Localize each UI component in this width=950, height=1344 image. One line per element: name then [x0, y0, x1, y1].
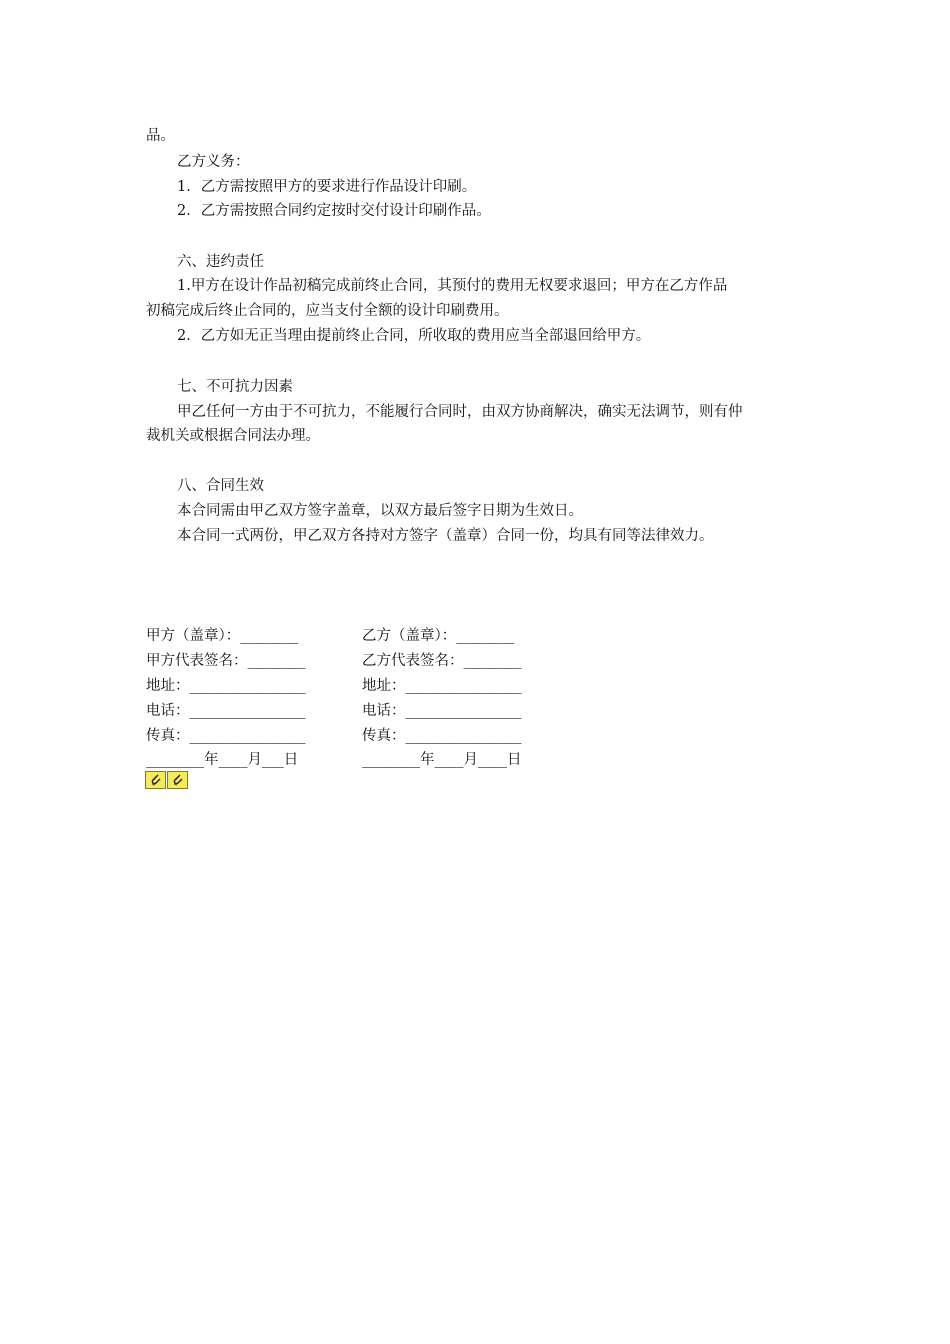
section-heading: 七、不可抗力因素 — [177, 379, 293, 395]
text-line: 乙方义务： — [177, 154, 250, 170]
attachment-icon[interactable] — [167, 771, 188, 789]
party-a-address-field: 地址：________________ — [146, 678, 306, 694]
section-heading: 六、违约责任 — [177, 254, 264, 270]
text-line: 本合同需由甲乙双方签字盖章，以双方最后签字日期为生效日。 — [177, 503, 583, 519]
party-b-date-field: ________年____月____日 — [362, 752, 522, 768]
text-line: 2．乙方如无正当理由提前终止合同，所收取的费用应当全部退回给甲方。 — [177, 328, 651, 344]
text-line: 2．乙方需按照合同约定按时交付设计印刷作品。 — [177, 203, 491, 219]
text-line: 品。 — [146, 128, 175, 144]
text-line: 1．乙方需按照甲方的要求进行作品设计印刷。 — [177, 179, 477, 195]
text-line: 甲乙任何一方由于不可抗力，不能履行合同时，由双方协商解决，确实无法调节，则有仲 — [177, 404, 743, 420]
text-line: 初稿完成后终止合同的，应当支付全额的设计印刷费用。 — [146, 303, 509, 319]
party-b-fax-field: 传真：________________ — [362, 728, 522, 744]
attachment-icons — [145, 771, 188, 789]
party-a-fax-field: 传真：________________ — [146, 728, 306, 744]
party-a-rep-field: 甲方代表签名：________ — [146, 653, 306, 669]
party-b-rep-field: 乙方代表签名：________ — [362, 653, 522, 669]
party-b-phone-field: 电话：________________ — [362, 703, 522, 719]
section-heading: 八、合同生效 — [177, 478, 264, 494]
party-a-phone-field: 电话：________________ — [146, 703, 306, 719]
party-b-seal-field: 乙方（盖章）：________ — [362, 628, 515, 644]
text-line: 裁机关或根据合同法办理。 — [146, 428, 320, 444]
attachment-icon[interactable] — [145, 771, 166, 789]
party-a-seal-field: 甲方（盖章）：________ — [146, 628, 299, 644]
party-b-address-field: 地址：________________ — [362, 678, 522, 694]
party-a-date-field: ________年____月___日 — [146, 752, 299, 768]
text-line: 1.甲方在设计作品初稿完成前终止合同，其预付的费用无权要求退回；甲方在乙方作品 — [177, 278, 728, 294]
text-line: 本合同一式两份，甲乙双方各持对方签字（盖章）合同一份，均具有同等法律效力。 — [177, 528, 714, 544]
